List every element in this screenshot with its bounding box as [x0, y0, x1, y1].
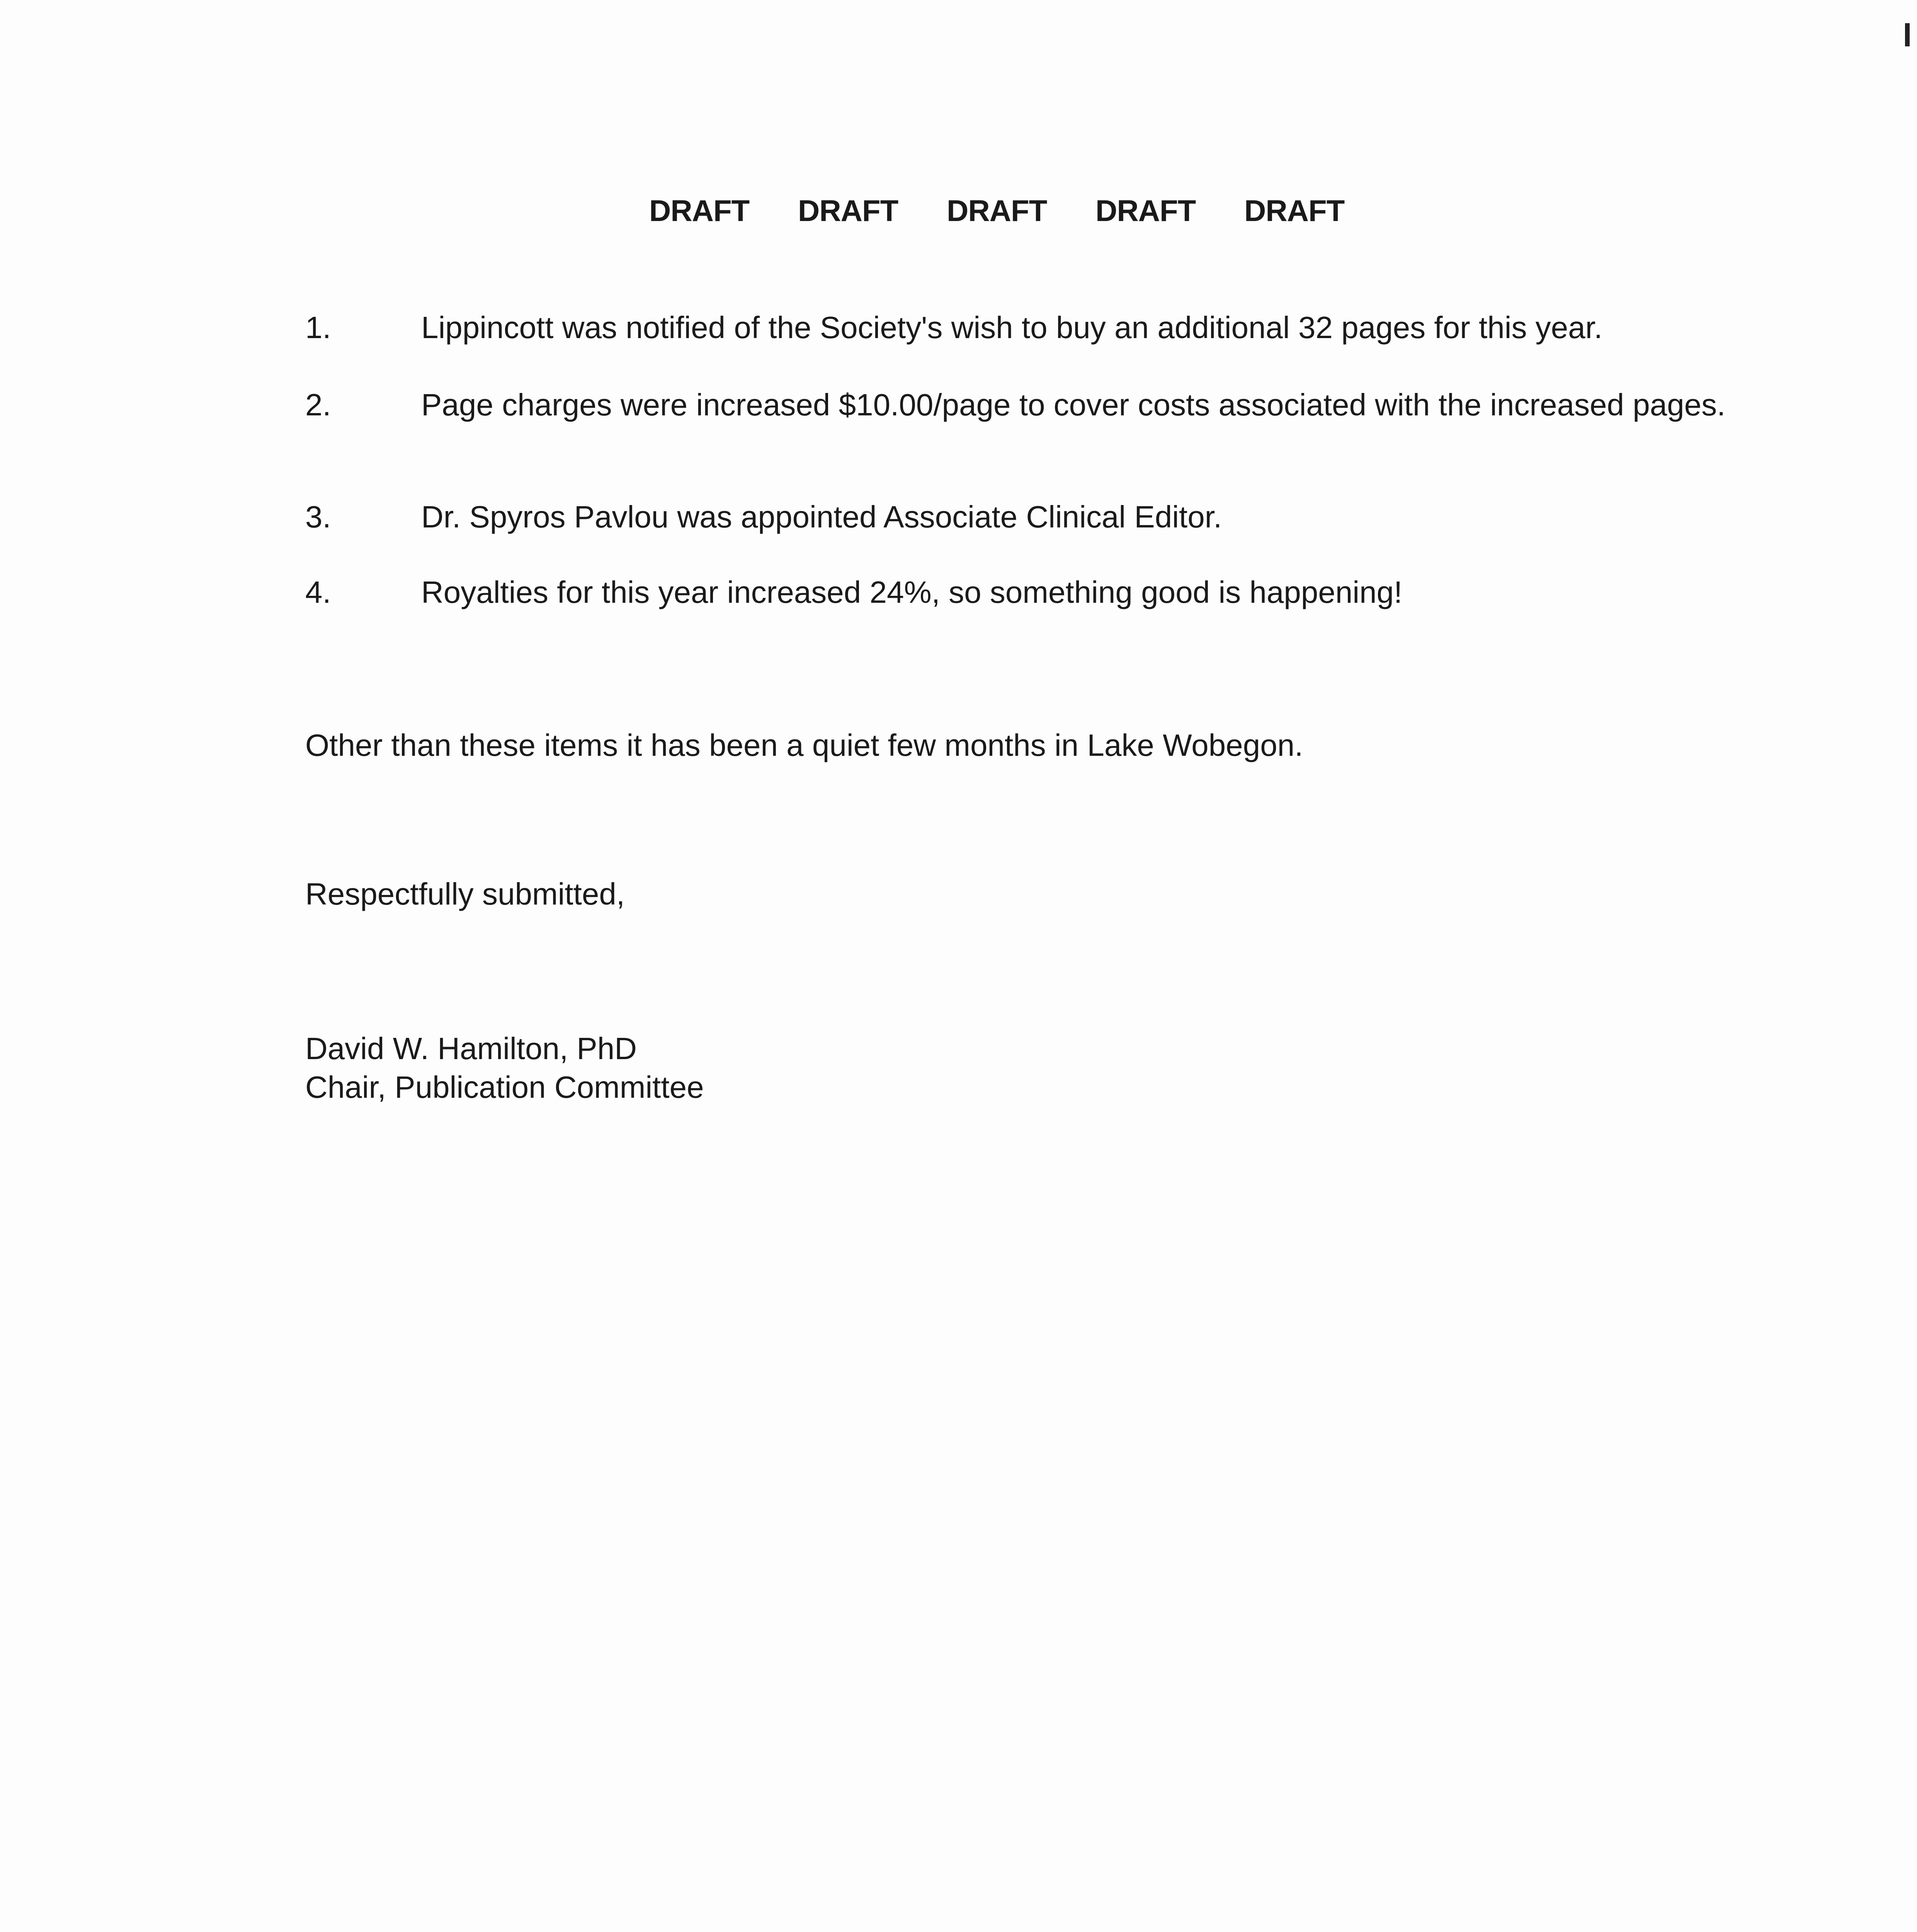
list-item-number: 1.	[305, 310, 331, 345]
scan-edge-mark	[1905, 23, 1910, 46]
signature-name: David W. Hamilton, PhD	[305, 1031, 637, 1066]
signature-title: Chair, Publication Committee	[305, 1070, 704, 1104]
draft-label: DRAFT	[798, 194, 898, 228]
salutation: Respectfully submitted,	[305, 877, 625, 911]
draft-label: DRAFT	[649, 194, 750, 228]
list-item-text: Page charges were increased $10.00/page to cover costs associated with the increased pages.	[421, 388, 1726, 422]
draft-label: DRAFT	[1095, 194, 1196, 228]
draft-label: DRAFT	[1244, 194, 1345, 228]
closing-paragraph: Other than these items it has been a quiet few months in Lake Wobegon.	[305, 728, 1303, 762]
list-item-number: 2.	[305, 388, 331, 422]
list-item-text: Dr. Spyros Pavlou was appointed Associate Clinical Editor.	[421, 500, 1222, 534]
list-item-number: 3.	[305, 500, 331, 534]
draft-label: DRAFT	[947, 194, 1047, 228]
draft-header	[649, 193, 1360, 236]
list-item-text: Royalties for this year increased 24%, so something good is happening!	[421, 575, 1403, 609]
list-item-number: 4.	[305, 575, 331, 609]
list-item-text: Lippincott was notified of the Society's wish to buy an additional 32 pages for this year.	[421, 310, 1603, 345]
